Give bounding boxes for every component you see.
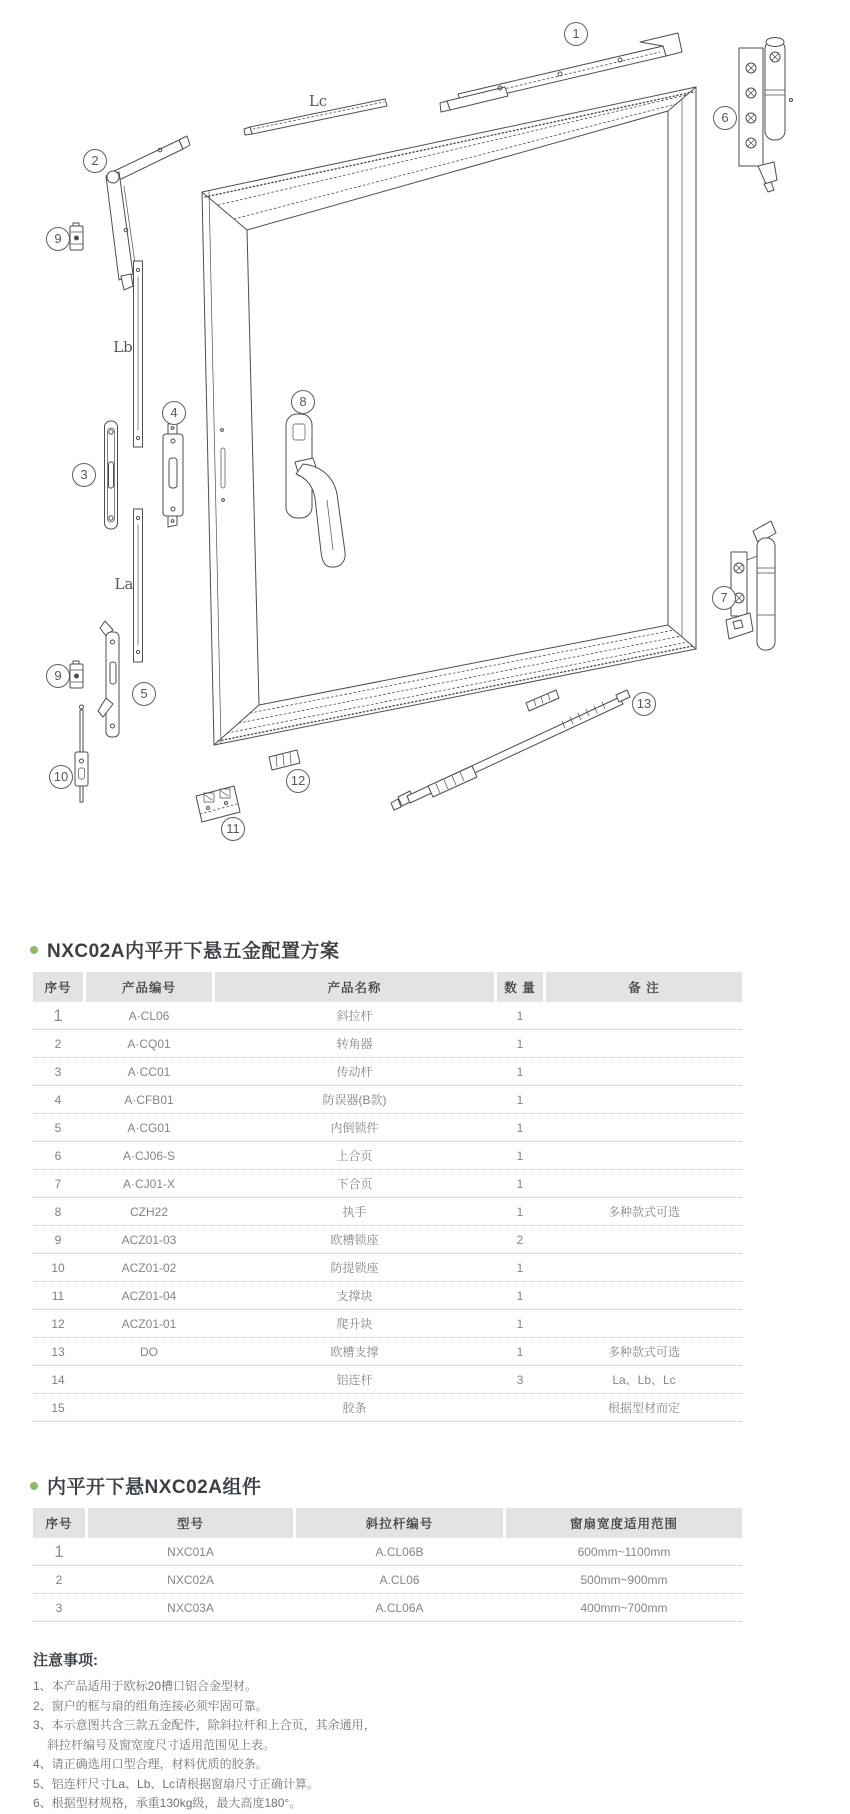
bar-la	[134, 509, 143, 662]
table-cell: 1	[516, 1288, 524, 1303]
table-cell: 15	[51, 1400, 65, 1415]
table-cell: A·CFB01	[124, 1092, 174, 1107]
table-cell: 传动杆	[336, 1065, 373, 1079]
bar-lb	[134, 261, 143, 447]
column-header: 型号	[88, 1508, 293, 1538]
assembly-table	[33, 1508, 742, 1622]
note-line: 斜拉杆编号及窗宽度尺寸适用范围见上表。	[47, 1737, 276, 1752]
table-row	[33, 1170, 742, 1198]
table-cell: NXC03A	[167, 1600, 214, 1615]
table-cell: 执手	[342, 1205, 367, 1219]
table-cell: ACZ01-04	[121, 1288, 177, 1303]
window-frame	[202, 87, 696, 745]
table-cell: 7	[54, 1176, 62, 1191]
column-header: 序号	[33, 1508, 85, 1538]
table-cell: 支撑块	[336, 1289, 373, 1303]
table-cell: 1	[54, 1541, 64, 1561]
callout-6: 6	[713, 106, 737, 130]
part-12-climbing-block	[269, 750, 300, 770]
callout-4: 4	[162, 401, 186, 425]
table-cell: 9	[54, 1232, 62, 1247]
notes-title: 注意事项:	[33, 1652, 98, 1669]
table-cell: A.CL06B	[375, 1544, 424, 1559]
note-line: 6、根据型材规格，承重130kg级，最大高度180°。	[33, 1796, 302, 1810]
table-cell: 上合页	[336, 1149, 373, 1163]
table-cell: 2	[55, 1572, 63, 1587]
note-line: 2、窗户的框与扇的组角连接必须牢固可靠。	[33, 1698, 268, 1713]
table-cell: 内倒锁件	[330, 1121, 379, 1135]
table-cell: 3	[516, 1372, 524, 1387]
table-cell: 4	[54, 1092, 62, 1107]
section-title	[30, 936, 820, 963]
table-cell: ACZ01-02	[121, 1260, 177, 1275]
table-cell: ACZ01-03	[121, 1232, 177, 1247]
dim-label-lb: Lb	[113, 338, 133, 356]
table-cell: 铝连杆	[336, 1373, 373, 1387]
table-cell: 6	[54, 1148, 62, 1163]
hardware-config-table	[33, 972, 742, 1422]
table-cell: 根据型材而定	[607, 1401, 680, 1415]
table-row	[33, 1254, 742, 1282]
table-row	[33, 1394, 742, 1422]
section-title-text: 内平开下悬NXC02A组件	[47, 1477, 262, 1498]
assembly-section	[30, 1472, 820, 1622]
note-line: 4、请正确选用口型合理，材料优质的胶条。	[33, 1757, 268, 1771]
table-cell: A.CL06A	[375, 1600, 424, 1615]
table-cell: 3	[54, 1064, 62, 1079]
table-cell: 多种款式可选	[607, 1345, 680, 1359]
table-row	[33, 1366, 742, 1394]
notes-section	[33, 1649, 850, 1814]
table-cell: 1	[516, 1036, 524, 1051]
callout-1: 1	[564, 22, 588, 46]
table-cell: NXC02A	[167, 1572, 214, 1587]
table-cell: 10	[51, 1260, 65, 1275]
table-cell: La、Lb、Lc	[612, 1373, 676, 1387]
table-cell: 1	[516, 1064, 524, 1079]
table-cell: A·CC01	[127, 1064, 171, 1079]
callout-3: 3	[72, 463, 96, 487]
table-cell: 爬升块	[336, 1317, 373, 1331]
table-cell: 13	[51, 1344, 65, 1359]
table-row	[33, 1002, 742, 1030]
callout-2: 2	[83, 149, 107, 173]
part-2-corner-drive	[106, 136, 190, 290]
table-cell: 1	[516, 1344, 524, 1359]
callout-10: 10	[49, 765, 73, 789]
table-cell: 1	[516, 1176, 524, 1191]
note-line: 1、本产品适用于欧标20槽口铝合金型材。	[33, 1679, 258, 1693]
callout-11: 11	[221, 817, 245, 841]
table-cell: A·CJ01-X	[122, 1176, 175, 1191]
table-cell: DO	[140, 1344, 158, 1359]
table-cell: 欧槽支撑	[330, 1345, 379, 1359]
section-title-text: NXC02A内平开下悬五金配置方案	[47, 941, 340, 962]
table-cell: 斜拉杆	[336, 1009, 373, 1023]
table-cell: A.CL06	[379, 1572, 420, 1587]
table-cell: ACZ01-01	[121, 1316, 177, 1331]
table-row	[33, 1594, 742, 1622]
part-7-bottom-hinge	[726, 521, 776, 650]
table-cell: CZH22	[129, 1204, 168, 1219]
dim-label-lc: Lc	[308, 92, 328, 110]
table-cell: 2	[54, 1036, 62, 1051]
table-row	[33, 1310, 742, 1338]
table-cell: 1	[516, 1316, 524, 1331]
table-cell: 12	[51, 1316, 65, 1331]
note-line: 3、本示意图共含三款五金配件，除斜拉杆和上合页，其余通用，	[33, 1718, 376, 1732]
table-row	[33, 1282, 742, 1310]
part-9-lock-keeper-top	[70, 223, 83, 250]
table-row	[33, 1142, 742, 1170]
table-cell: 欧槽锁座	[330, 1233, 379, 1247]
table-cell: A·CJ06-S	[122, 1148, 175, 1163]
table-row	[33, 1030, 742, 1058]
table-cell: A·CQ01	[127, 1036, 171, 1051]
table-cell: 下合页	[336, 1177, 373, 1191]
column-header: 窗扇宽度适用范围	[506, 1508, 742, 1538]
table-cell: 胶条	[342, 1401, 367, 1415]
table-cell: 5	[54, 1120, 62, 1135]
hardware-config-section	[30, 936, 820, 1422]
table-cell: NXC01A	[167, 1544, 214, 1559]
callout-9: 9	[46, 664, 70, 688]
table-cell: 600mm~1100mm	[577, 1544, 671, 1559]
section-title	[30, 1472, 820, 1499]
table-cell: 1	[516, 1260, 524, 1275]
table-cell: 11	[51, 1288, 65, 1303]
column-header: 斜拉杆编号	[296, 1508, 503, 1538]
table-row	[33, 1198, 742, 1226]
table-cell: 1	[516, 1008, 524, 1023]
table-cell: 1	[516, 1092, 524, 1107]
table-cell: 多种款式可选	[607, 1205, 680, 1219]
table-row	[33, 1538, 742, 1566]
part-4-anti-error	[163, 422, 183, 527]
table-row	[33, 1226, 742, 1254]
table-cell: A·CL06	[128, 1008, 170, 1023]
table-header-row	[33, 1508, 742, 1538]
note-line: 5、铝连杆尺寸La、Lb、Lc请根据窗扇尺寸正确计算。	[33, 1776, 320, 1791]
part-6-top-hinge	[739, 38, 793, 193]
column-header: 数 量	[497, 972, 543, 1002]
callout-7: 7	[712, 586, 736, 610]
part-9-lock-keeper-bottom	[70, 661, 83, 688]
table-cell: 1	[516, 1120, 524, 1135]
part-3-drive-rod	[105, 421, 118, 529]
column-header: 备 注	[546, 972, 742, 1002]
notes-list	[33, 1677, 850, 1814]
table-cell: 8	[54, 1204, 62, 1219]
table-cell: 1	[53, 1005, 63, 1025]
table-cell: A·CG01	[127, 1120, 171, 1135]
table-row	[33, 1086, 742, 1114]
table-cell: 1	[516, 1204, 524, 1219]
table-cell: 防提锁座	[330, 1261, 379, 1275]
column-header: 序号	[33, 972, 83, 1002]
green-bullet-icon	[30, 946, 38, 954]
table-cell: 400mm~700mm	[580, 1600, 668, 1615]
dim-label-la: La	[114, 575, 134, 593]
table-row	[33, 1058, 742, 1086]
callout-8: 8	[291, 390, 315, 414]
part-13-stay-support	[391, 690, 630, 810]
green-bullet-icon	[30, 1482, 38, 1490]
table-row	[33, 1114, 742, 1142]
table-header-row	[33, 972, 742, 1002]
column-header: 产品名称	[215, 972, 494, 1002]
callout-12: 12	[286, 769, 310, 793]
table-cell: 1	[516, 1148, 524, 1163]
table-row	[33, 1338, 742, 1366]
table-cell: 转角器	[336, 1037, 373, 1051]
table-cell: 14	[51, 1372, 65, 1387]
table-cell: 2	[516, 1232, 524, 1247]
callout-13: 13	[632, 692, 656, 716]
part-5-tilt-lock	[98, 621, 119, 737]
table-row	[33, 1566, 742, 1594]
callout-9: 9	[46, 227, 70, 251]
part-10-anti-lift	[75, 705, 88, 802]
table-cell: 500mm~900mm	[580, 1572, 668, 1587]
table-cell: 防误器(B款)	[322, 1093, 387, 1107]
callout-5: 5	[132, 682, 156, 706]
column-header: 产品编号	[86, 972, 212, 1002]
table-cell: 3	[55, 1600, 63, 1615]
